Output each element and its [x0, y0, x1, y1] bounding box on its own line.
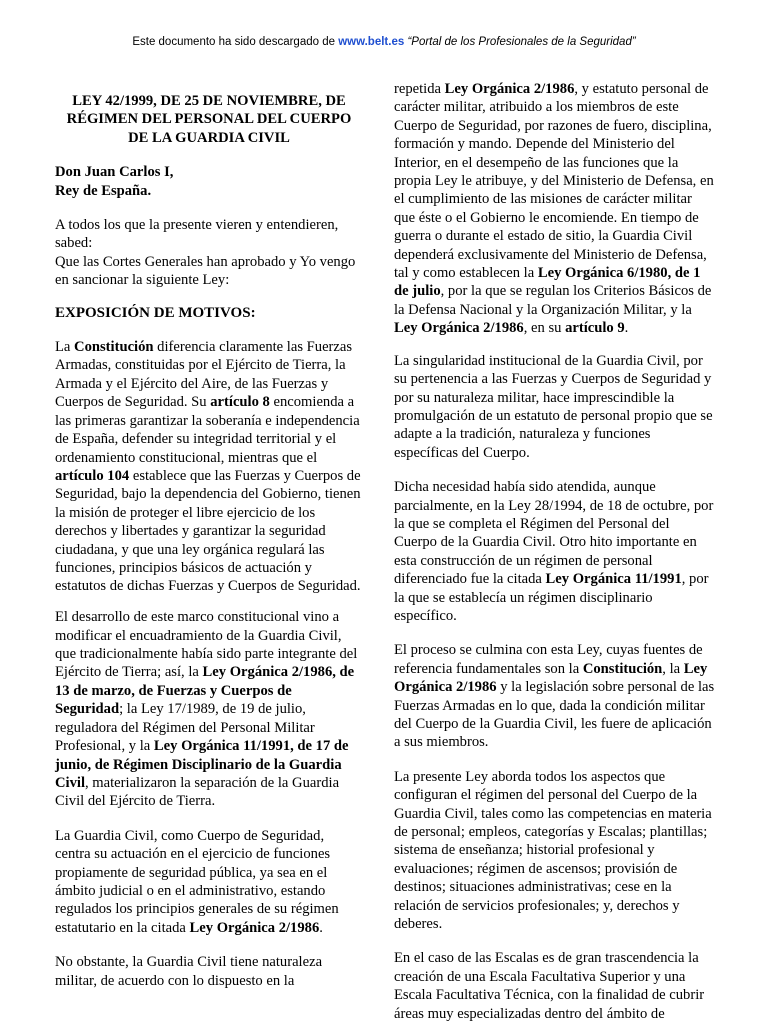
text-run: y la legislación sobre personal de las Fuerzas Armadas en lo que, dada la condición militar del Cuerpo de la Guardia Civil, les fuere de aplicación a sus miembros. [394, 679, 715, 751]
banner-link[interactable]: www.belt.es [338, 36, 405, 48]
text-run: , por la que se establecía un régimen disciplinario específico. [394, 571, 709, 624]
paragraph [55, 608, 363, 810]
bold-reference: Constitución [74, 339, 154, 356]
banner-tagline: “Portal de los Profesionales de la Seguridad” [407, 36, 636, 48]
text-run: establece que las Fuerzas y Cuerpos de Seguridad, bajo la dependencia del Gobierno, tienen la misión de proteger el libre ejercicio de los derechos y libertades y garantizar la seguridad ciudadana, y que una ley orgánica regulará las funciones, principios básicos de actuación y estatutos de dichas Fuerzas y Cuerpos de Seguridad. [55, 467, 361, 595]
download-banner [0, 36, 768, 48]
bold-reference: Ley Orgánica 2/1986 [189, 919, 320, 936]
text-run: encomienda a las primeras garantizar la soberanía e independencia de España, defender su integridad territorial y el ordenamiento constitucional, mientras que el [55, 394, 360, 466]
text-run: , materializaron la separación de la Guardia Civil del Ejército de Tierra. [55, 774, 340, 810]
bold-reference: artículo 104 [55, 467, 130, 484]
paragraph [394, 352, 716, 462]
paragraph [55, 338, 363, 596]
text-run: El desarrollo de este marco constitucional vino a modificar el encuadramiento de la Guardia Civil, que tradicionalmente había sido parte integrante del Ejército de Tierra; así, la [55, 609, 358, 681]
banner-prefix: Este documento ha sido descargado de [132, 36, 339, 48]
intro-line-2: Que las Cortes Generales han aprobado y Yo vengo en sancionar la siguiente Ley: [55, 253, 356, 289]
bold-reference: Ley Orgánica 6/1980, de 1 de julio [394, 265, 701, 300]
paragraph [394, 641, 716, 751]
paragraph [55, 827, 363, 937]
text-run: . [319, 919, 323, 936]
text-run: La [55, 339, 75, 356]
paragraph [394, 478, 716, 625]
bold-reference: Ley Orgánica 2/1986 [394, 660, 708, 696]
text-run: La Guardia Civil, como Cuerpo de Seguridad, centra su actuación en el ejercicio de funciones propiamente de seguridad pública, ya sea en el ámbito judicial o en el administrativo, estando regulados los principios generales de su régimen estatutario en la citada [55, 827, 339, 936]
bold-reference: Ley Orgánica 2/1986 [394, 320, 524, 337]
section-heading: EXPOSICIÓN DE MOTIVOS: [55, 304, 256, 321]
paragraph [394, 80, 716, 338]
text-run: , por la que se regulan los Criterios Básicos de la Defensa Nacional y la Organización Militar, y la [394, 283, 712, 318]
text-run: repetida [394, 81, 445, 97]
bold-reference: artículo 8 [210, 394, 270, 411]
text-run: El proceso se culmina con esta Ley, cuyas fuentes de referencia fundamentales son la [394, 642, 703, 677]
bold-reference: Ley Orgánica 11/1991 [545, 571, 682, 588]
law-title: LEY 42/1999, DE 25 DE NOVIEMBRE, DE RÉGIMEN DEL PERSONAL DEL CUERPO DE LA GUARDIA CIVIL [66, 93, 352, 146]
paragraph [394, 768, 716, 934]
text-run: . [624, 320, 629, 337]
promulgation-text [55, 216, 363, 290]
text-run: En el caso de las Escalas es de gran trascendencia la creación de una Escala Facultativa Superior y una Escala Facultativa Técnica, con la finalidad de cubrir áreas muy especializadas dentro del ámbito de [394, 950, 705, 1022]
intro-line-1: A todos los que la presente vieren y entendieren, sabed: [55, 217, 339, 252]
text-run: , en su [523, 320, 566, 337]
king-name: Don Juan Carlos I, [55, 164, 174, 181]
text-run: La presente Ley aborda todos los aspectos que configuran el régimen del personal del Cuerpo de la Guardia Civil, tales como las competencias en materia de personal; empleos, categorías y Escalas; plantillas; sistema de enseñanza; historial profesional y evaluaciones; régimen de ascensos; provisión de destinos; situaciones administrativas; cese en la relación de servicios profesionales; y, derechos y deberes. [394, 768, 712, 933]
text-run: , la [662, 660, 684, 677]
text-run: diferencia claramente las Fuerzas Armadas, constituidas por el Ejército de Tierra, la Armada y el Ejército del Aire, de las Fuerzas y Cuerpos de Seguridad. Su [55, 339, 353, 411]
king-block [55, 163, 363, 200]
bold-reference: Constitución [582, 660, 663, 677]
text-run: Dicha necesidad había sido atendida, aunque parcialmente, en la Ley 28/1994, de 18 de octubre, por la que se completa el Régimen del Personal del Cuerpo de la Guardia Civil. Otro hito importante en esta construcción de un régimen de personal diferenciado fue la citada [394, 479, 714, 588]
bold-reference: Ley Orgánica 2/1986 [444, 81, 575, 97]
left-column [55, 80, 363, 1002]
text-run: No obstante, la Guardia Civil tiene naturaleza militar, de acuerdo con lo dispuesto en la [55, 954, 323, 989]
bold-reference: Ley Orgánica 11/1991, de 17 de junio, de Régimen Disciplinario de la Guardia Civil [55, 738, 349, 791]
bold-reference: Ley Orgánica 2/1986, de 13 de marzo, de Fuerzas y Cuerpos de Seguridad [55, 664, 355, 718]
paragraph [394, 949, 716, 1023]
text-run: , y estatuto personal de carácter militar, atribuido a los miembros de este Cuerpo de Seguridad, por razones de fuero, disciplina, formación y mando. Depende del Ministerio del Interior, en el desempeño de las funciones que la propia Ley le atribuye, y del Ministerio de Defensa, en el cumplimiento de las misiones de carácter militar que éste o el Gobierno le encomiende. En tiempo de guerra o durante el estado de sitio, la Guardia Civil dependerá exclusivamente del Ministerio de Defensa, tal y como establecen la [394, 81, 714, 282]
text-run: La singularidad institucional de la Guardia Civil, por su pertenencia a las Fuerzas y Cuerpos de Seguridad y por su naturaleza militar, hace imprescindible la promulgación de un estatuto de personal propio que se adapte a la tradición, naturaleza y funciones específicas del Cuerpo. [394, 352, 713, 461]
bold-reference: artículo 9 [565, 320, 625, 337]
text-run: ; la Ley 17/1989, de 19 de julio, reguladora del Régimen del Personal Militar Profesional, y la [55, 701, 315, 755]
right-column [394, 80, 716, 1036]
king-title: Rey de España. [55, 182, 152, 199]
paragraph [55, 953, 363, 990]
